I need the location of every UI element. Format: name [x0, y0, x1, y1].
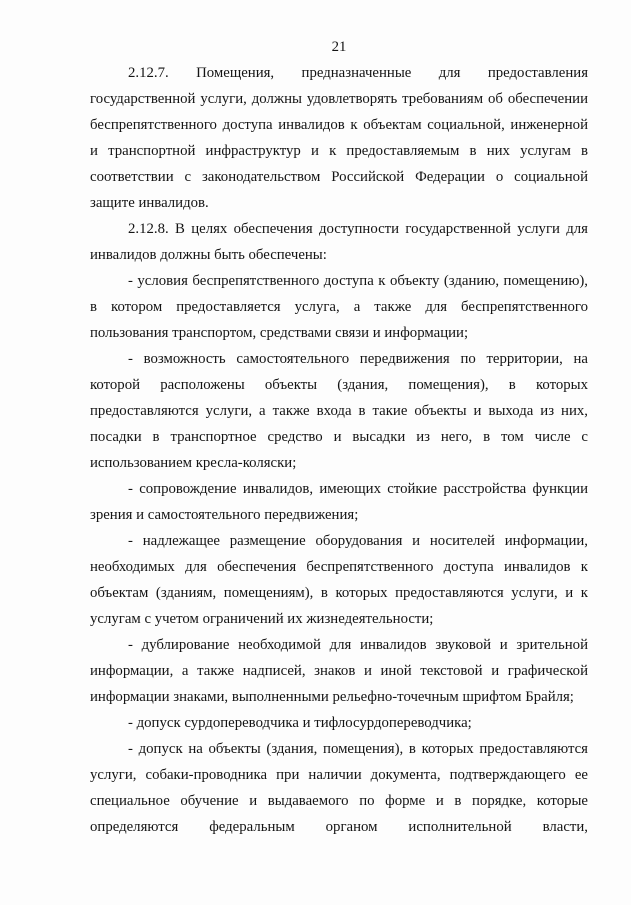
line-text: в котором предоставляется услуга, а также для беспрепятственного — [90, 299, 588, 315]
paragraph — [90, 632, 588, 710]
line-text: информации знаками, выполненными рельефно-точечным шрифтом Брайля; — [90, 689, 574, 705]
text-line — [90, 450, 588, 476]
text-line — [90, 268, 588, 294]
paragraph — [90, 268, 588, 346]
text-line — [90, 320, 588, 346]
text-line — [90, 554, 588, 580]
text-line — [90, 788, 588, 814]
line-text: необходимых для обеспечения беспрепятственного доступа инвалидов к — [90, 559, 588, 575]
line-text: - допуск сурдопереводчика и тифлосурдопереводчика; — [128, 715, 472, 731]
line-text: инвалидов должны быть обеспечены: — [90, 247, 327, 263]
text-line — [90, 216, 588, 242]
text-line — [90, 164, 588, 190]
paragraph — [90, 476, 588, 528]
text-line — [90, 190, 588, 216]
text-line — [90, 736, 588, 762]
line-text: использованием кресла-коляски; — [90, 455, 297, 471]
text-line — [90, 684, 588, 710]
text-line — [90, 86, 588, 112]
line-text: - возможность самостоятельного передвижения по территории, на — [128, 351, 588, 367]
text-line — [90, 710, 588, 736]
line-text: услуги, собаки-проводника при наличии документа, подтверждающего ее — [90, 767, 588, 783]
text-line — [90, 762, 588, 788]
paragraph — [90, 528, 588, 632]
text-line — [90, 502, 588, 528]
text-line — [90, 112, 588, 138]
text-line — [90, 346, 588, 372]
line-text: соответствии с законодательством Российской Федерации о социальной — [90, 169, 588, 185]
text-line — [90, 606, 588, 632]
document-body — [90, 60, 588, 840]
line-text: - допуск на объекты (здания, помещения), в которых предоставляются — [128, 741, 588, 757]
text-line — [90, 424, 588, 450]
line-text: пользования транспортом, средствами связи и информации; — [90, 325, 469, 341]
text-line — [90, 814, 588, 840]
line-text: специальное обучение и выдаваемого по форме и в порядке, которые — [90, 793, 588, 809]
line-text: защите инвалидов. — [90, 195, 209, 211]
paragraph — [90, 736, 588, 840]
text-line — [90, 528, 588, 554]
line-text: - сопровождение инвалидов, имеющих стойкие расстройства функции — [128, 481, 588, 497]
paragraph — [90, 216, 588, 268]
text-line — [90, 658, 588, 684]
line-text: государственной услуги, должны удовлетворять требованиям об обеспечении — [90, 91, 588, 107]
line-text: посадки в транспортное средство и высадки из него, в том числе с — [90, 429, 588, 445]
text-line — [90, 138, 588, 164]
line-text: 2.12.7. Помещения, предназначенные для предоставления — [128, 65, 588, 81]
paragraph — [90, 60, 588, 216]
text-line — [90, 242, 588, 268]
line-text: объектам (зданиям, помещениям), в которых предоставляются услуги, и к — [90, 585, 588, 601]
line-text: беспрепятственного доступа инвалидов к объектам социальной, инженерной — [90, 117, 588, 133]
line-text: зрения и самостоятельного передвижения; — [90, 507, 359, 523]
line-text: 2.12.8. В целях обеспечения доступности государственной услуги для — [128, 221, 588, 237]
text-line — [90, 398, 588, 424]
text-line — [90, 476, 588, 502]
text-line — [90, 372, 588, 398]
text-line — [90, 580, 588, 606]
paragraph — [90, 710, 588, 736]
text-line — [90, 60, 588, 86]
line-text: - условия беспрепятственного доступа к объекту (зданию, помещению), — [128, 273, 588, 289]
line-text: и транспортной инфраструктур и к предоставляемым в них услугам в — [90, 143, 588, 159]
text-line — [90, 294, 588, 320]
line-text: предоставляются услуги, а также входа в такие объекты и выхода из них, — [90, 403, 588, 419]
page-number: 21 — [331, 39, 347, 55]
line-text: - дублирование необходимой для инвалидов звуковой и зрительной — [128, 637, 588, 653]
line-text: информации, а также надписей, знаков и иной текстовой и графической — [90, 663, 588, 679]
paragraph — [90, 346, 588, 476]
text-line — [90, 632, 588, 658]
line-text: определяются федеральным органом исполнительной власти, — [90, 819, 588, 835]
line-text: услугам с учетом ограничений их жизнедеятельности; — [90, 611, 434, 627]
line-text: - надлежащее размещение оборудования и носителей информации, — [128, 533, 588, 549]
line-text: которой расположены объекты (здания, помещения), в которых — [90, 377, 588, 393]
